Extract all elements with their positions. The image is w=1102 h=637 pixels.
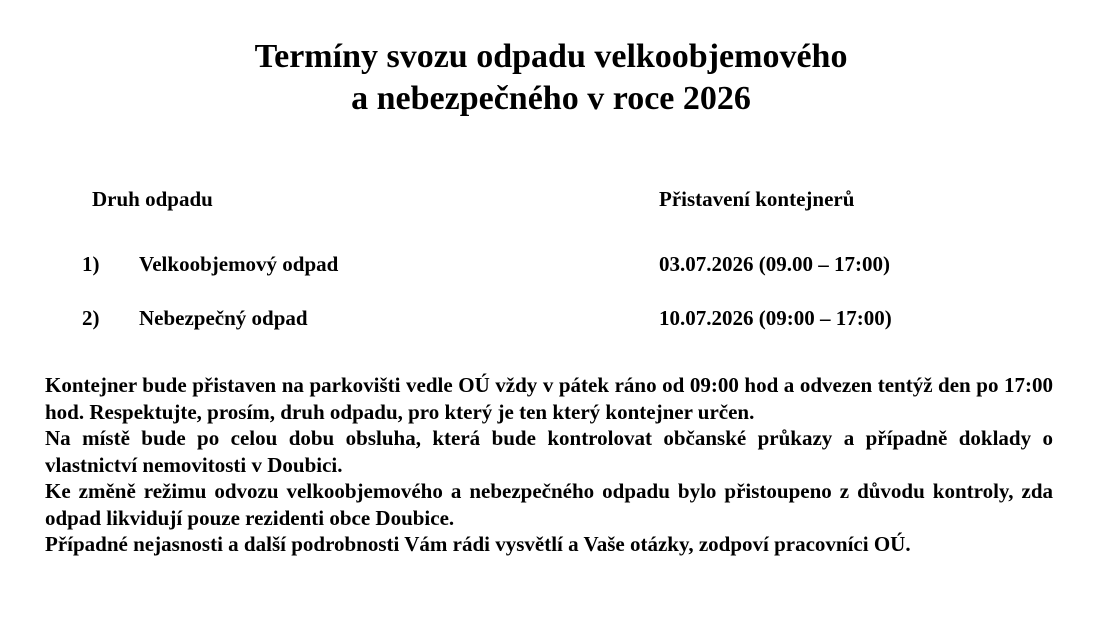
title-line-2: a nebezpečného v roce 2026 [351, 80, 751, 117]
row-1-date: 03.07.2026 (09.00 – 17:00) [659, 252, 890, 276]
paragraph-regime-change: Ke změně režimu odvozu velkoobjemového a nebezpečného odpadu bylo přistoupeno z důvodu kontroly, zda odpad likvidují pouze rezidenti obce Doubice. [45, 479, 1053, 530]
document-title [0, 36, 1102, 120]
paragraph-contact: Případné nejasnosti a další podrobnosti Vám rádi vysvětlí a Vaše otázky, zodpoví pracovníci OÚ. [45, 532, 911, 556]
column-header-waste-type: Druh odpadu [92, 187, 213, 211]
paragraph-container-placement: Kontejner bude přistaven na parkovišti vedle OÚ vždy v pátek ráno od 09:00 hod a odvezen tentýž den po 17:00 hod. Respektujte, prosím, druh odpadu, pro který je ten který kontejner určen. [45, 373, 1053, 424]
row-2-date: 10.07.2026 (09:00 – 17:00) [659, 306, 892, 330]
row-2-waste-type: Nebezpečný odpad [139, 306, 308, 330]
row-2-number: 2) [82, 306, 100, 330]
row-1-number: 1) [82, 252, 100, 276]
row-1-waste-type: Velkoobjemový odpad [139, 252, 339, 276]
column-header-container-date: Přistavení kontejnerů [659, 187, 855, 211]
title-line-1: Termíny svozu odpadu velkoobjemového [254, 38, 848, 75]
information-text [45, 372, 1053, 558]
paragraph-staff-check: Na místě bude po celou dobu obsluha, která bude kontrolovat občanské průkazy a případně doklady o vlastnictví nemovitosti v Doubici. [45, 426, 1053, 477]
